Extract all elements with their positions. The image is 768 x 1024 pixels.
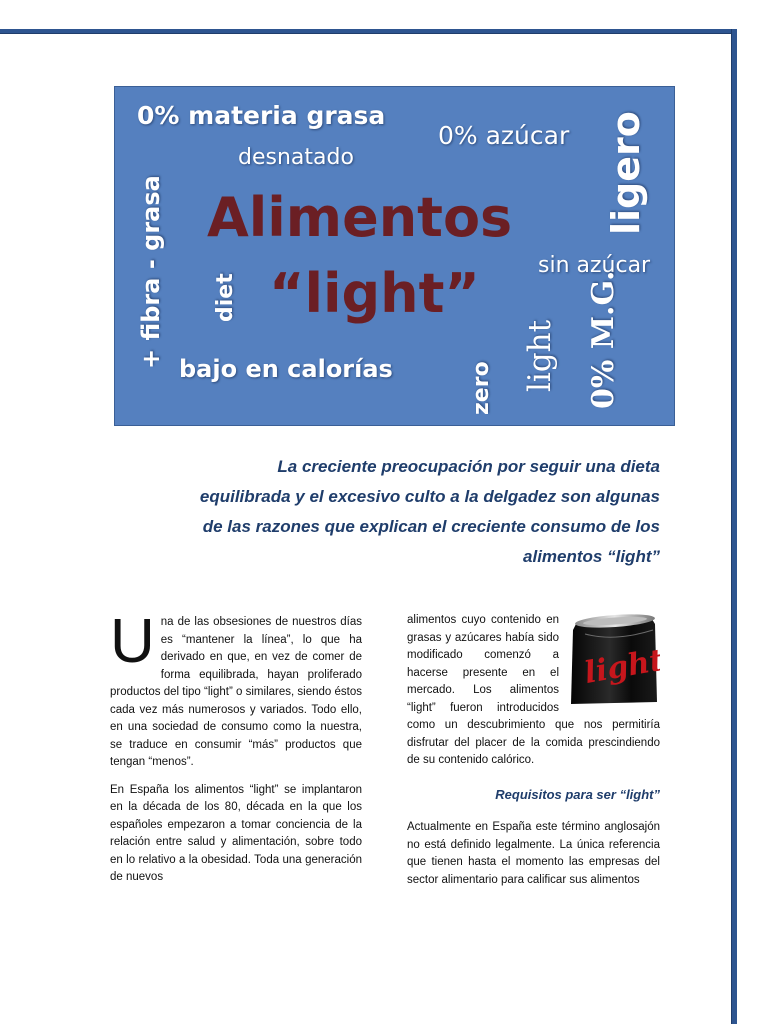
left-paragraph-2: En España los alimentos “light” se implantaron en la década de los 80, década en la que los españoles empezaron a tomar conciencia de la relación entre salud y alimentación, sobre todo en lo relativo a la obesidad. Toda una generación de nuevos bbox=[110, 783, 362, 883]
left-paragraph-1 bbox=[110, 607, 362, 772]
word-cloud-banner bbox=[114, 86, 675, 426]
can-label: light bbox=[581, 642, 660, 691]
word-sin-azucar: sin azúcar bbox=[538, 253, 651, 278]
right-column bbox=[407, 612, 660, 899]
page-border-top bbox=[0, 29, 737, 34]
word-ligero: ligero bbox=[604, 111, 648, 235]
section-subheading: Requisitos para ser “light” bbox=[495, 786, 660, 802]
intro-line: La creciente preocupación por seguir una dieta bbox=[277, 457, 660, 476]
light-soda-can-image bbox=[565, 612, 660, 704]
left-paragraph-1-text: na de las obsesiones de nuestros días es “mantener la línea”, lo que ha derivado en que, en vez de comer de forma equilibrada, hayan proliferado productos del tipo “light” o similares, siendo éstos cada vez más numerosos y variados. Todo ello, en una sociedad de consumo como la nuestra, se traduce en consumir “más” productos que tengan “menos”. bbox=[110, 616, 362, 768]
word-materia-grasa: 0% materia grasa bbox=[137, 101, 386, 130]
word-azucar: 0% azúcar bbox=[438, 121, 570, 150]
word-diet: diet bbox=[213, 273, 238, 322]
word-alimentos: Alimentos bbox=[207, 186, 513, 249]
word-mg: 0% M.G. bbox=[586, 270, 621, 409]
word-desnatado: desnatado bbox=[238, 145, 354, 170]
word-light: light bbox=[522, 319, 558, 392]
right-paragraph-1: alimentos cuyo contenido en grasas y azúcares había sido modificado comenzó a hacerse presente en el mercado. Los alimentos “light” fueron introducidos como un descubrimiento que nos permitiría disfrutar del placer de la comida prescindiendo de su contenido calórico. bbox=[407, 614, 660, 766]
word-bajo-calorias: bajo en calorías bbox=[179, 355, 393, 383]
intro-line: equilibrada y el excesivo culto a la delgadez son algunas bbox=[199, 487, 660, 506]
intro-line: de las razones que explican el creciente consumo de los bbox=[202, 517, 660, 536]
word-fibra-grasa: + fibra - grasa bbox=[137, 175, 165, 369]
left-column bbox=[110, 607, 362, 897]
soda-can-icon bbox=[565, 612, 660, 704]
intro-summary bbox=[108, 452, 660, 572]
intro-line: alimentos “light” bbox=[523, 547, 660, 566]
page-border-right bbox=[731, 29, 737, 1024]
word-light-quoted: “light” bbox=[269, 262, 480, 325]
word-zero: zero bbox=[469, 361, 494, 415]
right-paragraph-2: Actualmente en España este término anglosajón no está definido legalmente. La única referencia que tienen hasta el momento las empresas del sector alimentario para calificar sus alimentos bbox=[407, 821, 660, 886]
drop-cap: U bbox=[110, 607, 155, 676]
